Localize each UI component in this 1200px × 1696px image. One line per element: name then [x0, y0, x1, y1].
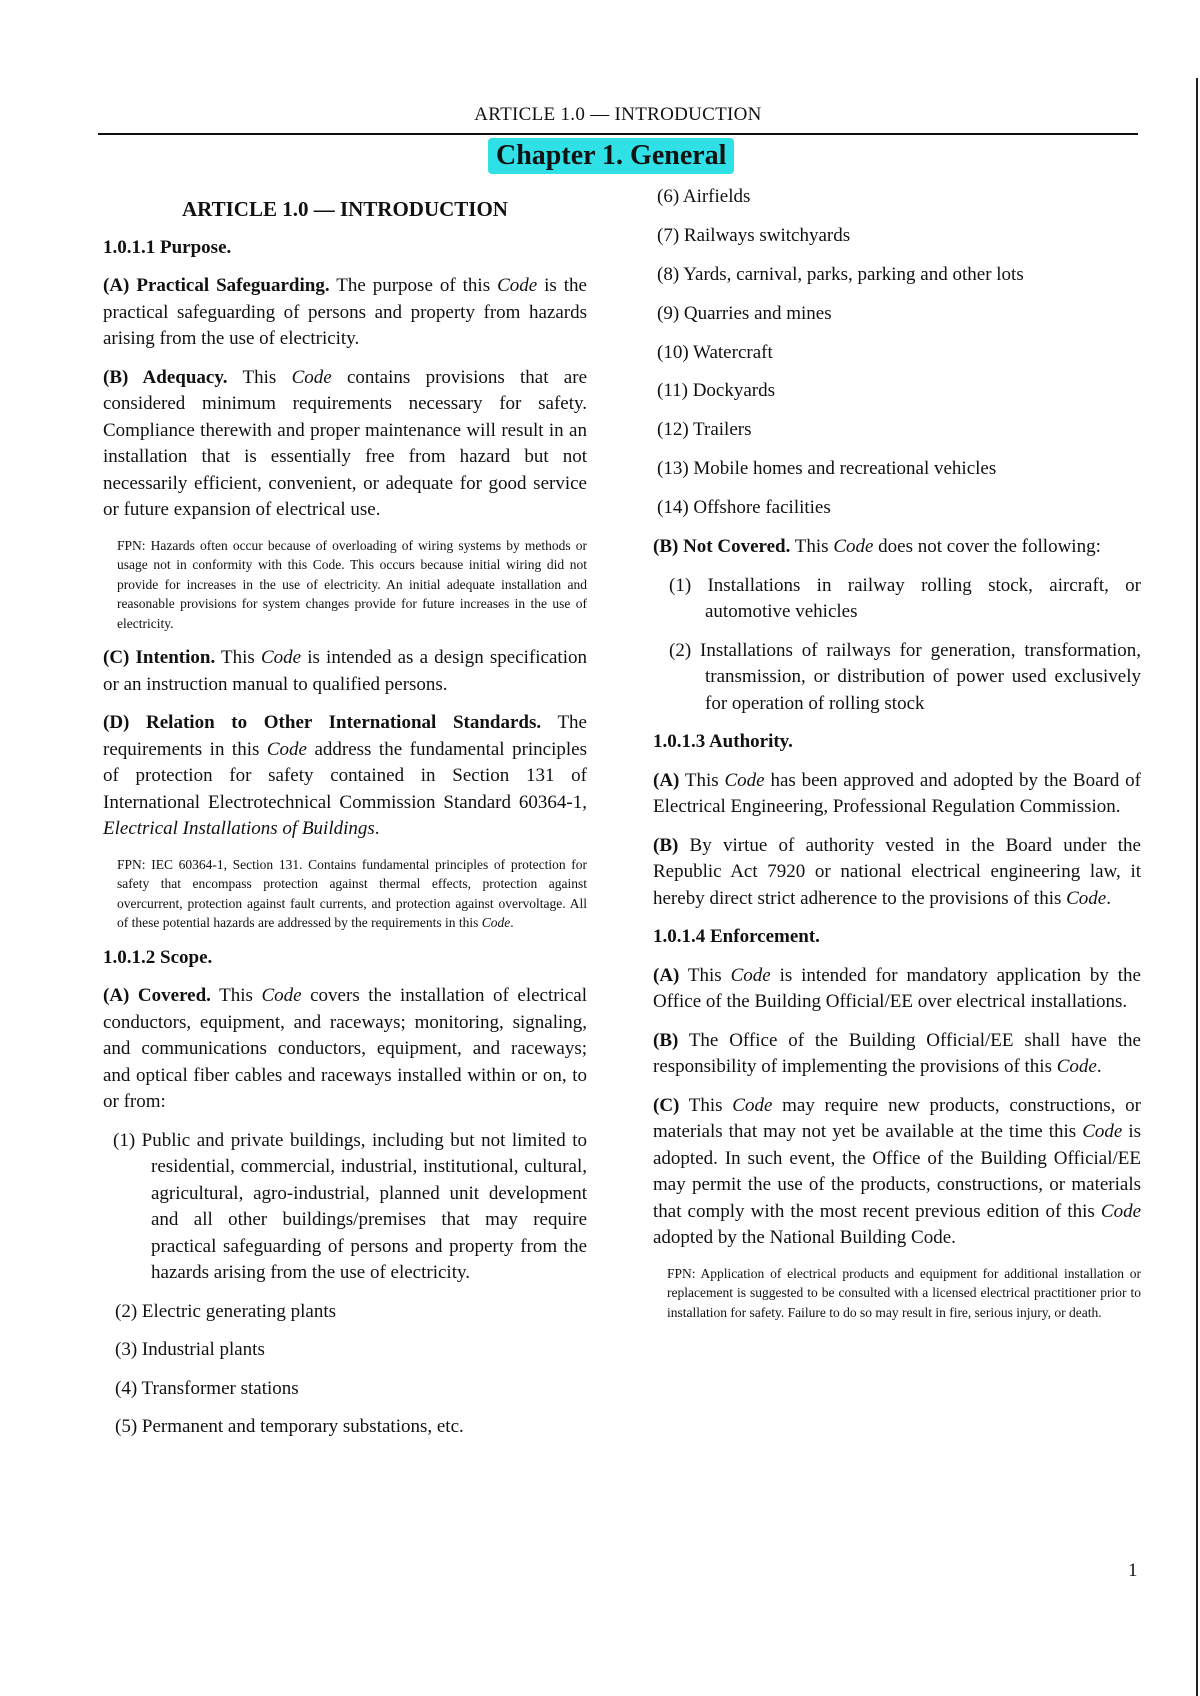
paragraph-enforcement-c: (C) This Code may require new products, constructions, or materials that may not yet be available at the time this Code is adopted. In such event, the Office of the Building Official/EE may permit the use of the products, constructions, or materials that comply with the most recent previous edition of this Code adopted by the National Building Code. [653, 1094, 1141, 1249]
list-item-dockyards: (11) Dockyards [657, 380, 776, 402]
paragraph-enforcement-a: (A) This Code is intended for mandatory application by the Office of the Building Official/EE over electrical installations. [653, 964, 1141, 1013]
list-item-substations: (5) Permanent and temporary substations, etc. [115, 1416, 464, 1437]
paragraph-adequacy: (B) Adequacy. This Code contains provisions that are considered minimum requirements necessary for safety. Compliance therewith and proper maintenance will result in an installation that is essentially free from hazard but not necessarily efficient, convenient, or adequate for good service or future expansion of electrical use. [103, 366, 587, 520]
page-edge-rule [1196, 78, 1198, 1696]
section-heading-enforcement: 1.0.1.4 Enforcement. [653, 926, 820, 948]
list-item-railway-switchyards: (7) Railways switchyards [657, 224, 851, 246]
chapter-title: Chapter 1. General [488, 138, 734, 174]
fine-print-note-iec: FPN: IEC 60364-1, Section 131. Contains fundamental principles of protection for safety that encompass protection against thermal effects, protection against overcurrent, protection against fault currents, and protection against overvoltage. All of these potential hazards are addressed by the requirements in this Code. [117, 856, 587, 930]
section-heading-purpose: 1.0.1.1 Purpose. [103, 236, 232, 258]
list-item-industrial-plants: (3) Industrial plants [115, 1339, 265, 1360]
paragraph-relation-to-standards: (D) Relation to Other International Standards. The requirements in this Code address the fundamental principles of protection for safety contained in Section 131 of International Electrotechnical Commission Standard 60364-1, Electrical Installations of Buildings. [103, 712, 587, 839]
running-header: ARTICLE 1.0 — INTRODUCTION [474, 104, 762, 125]
list-item-airfields: (6) Airfields [657, 186, 751, 207]
paragraph-covered: (A) Covered. This Code covers the installation of electrical conductors, equipment, and raceways; monitoring, signaling, and communications conductors, equipment, and raceways; and optical fiber cables and raceways installed within or on, to or from: [103, 985, 587, 1112]
list-item-rolling-stock: (1) Installations in railway rolling stock, aircraft, or automotive vehicles [669, 574, 1141, 623]
right-column [653, 184, 1141, 1334]
header-rule [98, 133, 1138, 135]
paragraph-practical-safeguarding: (A) Practical Safeguarding. The purpose of this Code is the practical safeguarding of persons and property from hazards arising from the use of electricity. [103, 275, 587, 349]
paragraph-enforcement-b: (B) The Office of the Building Official/EE shall have the responsibility of implementing the provisions of this Code. [653, 1029, 1141, 1078]
list-item-trailers: (12) Trailers [657, 419, 752, 441]
list-item-watercraft: (10) Watercraft [657, 341, 773, 363]
list-item-railway-power: (2) Installations of railways for generation, transformation, transmission, or distribution of power used exclusively for operation of rolling stock [669, 639, 1141, 714]
paragraph-not-covered: (B) Not Covered. This Code does not cover the following: [653, 536, 1101, 558]
paragraph-intention: (C) Intention. This Code is intended as a design specification or an instruction manual to qualified persons. [103, 647, 587, 695]
list-item-mobile-homes: (13) Mobile homes and recreational vehicles [657, 458, 997, 480]
page-number: 1 [1128, 1560, 1138, 1581]
fine-print-note-application: FPN: Application of electrical products and equipment for additional installation or replacement is suggested to be consulted with a licensed electrical practitioner prior to installation for safety. Failure to do so may result in fire, serious injury, or death. [667, 1265, 1141, 1320]
paragraph-authority-b: (B) By virtue of authority vested in the Board under the Republic Act 7920 or national electrical engineering law, it hereby direct strict adherence to the provisions of this Code. [653, 834, 1141, 909]
list-item-quarries: (9) Quarries and mines [657, 302, 832, 324]
section-heading-authority: 1.0.1.3 Authority. [653, 731, 793, 753]
list-item-offshore: (14) Offshore facilities [657, 497, 831, 519]
fine-print-note-overloading: FPN: Hazards often occur because of overloading of wiring systems by methods or usage not in conformity with this Code. This occurs because initial wiring did not provide for increases in the use of electricity. An initial adequate installation and reasonable provisions for system changes provide for future increases in the use of electricity. [117, 537, 587, 631]
list-item-public-private-buildings: (1) Public and private buildings, including but not limited to residential, commercial, industrial, institutional, cultural, agricultural, agro-industrial, planned unit development and all other buildings/premises that may require practical safeguarding of persons and property from the hazards arising from the use of electricity. [113, 1129, 587, 1283]
section-heading-scope: 1.0.1.2 Scope. [103, 946, 213, 968]
left-column [103, 192, 587, 1453]
list-item-yards: (8) Yards, carnival, parks, parking and other lots [657, 263, 1024, 285]
list-item-generating-plants: (2) Electric generating plants [115, 1300, 337, 1322]
paragraph-authority-a: (A) This Code has been approved and adopted by the Board of Electrical Engineering, Professional Regulation Commission. [653, 769, 1142, 818]
article-title: ARTICLE 1.0 — INTRODUCTION [182, 197, 508, 221]
list-item-transformer-stations: (4) Transformer stations [115, 1377, 299, 1399]
